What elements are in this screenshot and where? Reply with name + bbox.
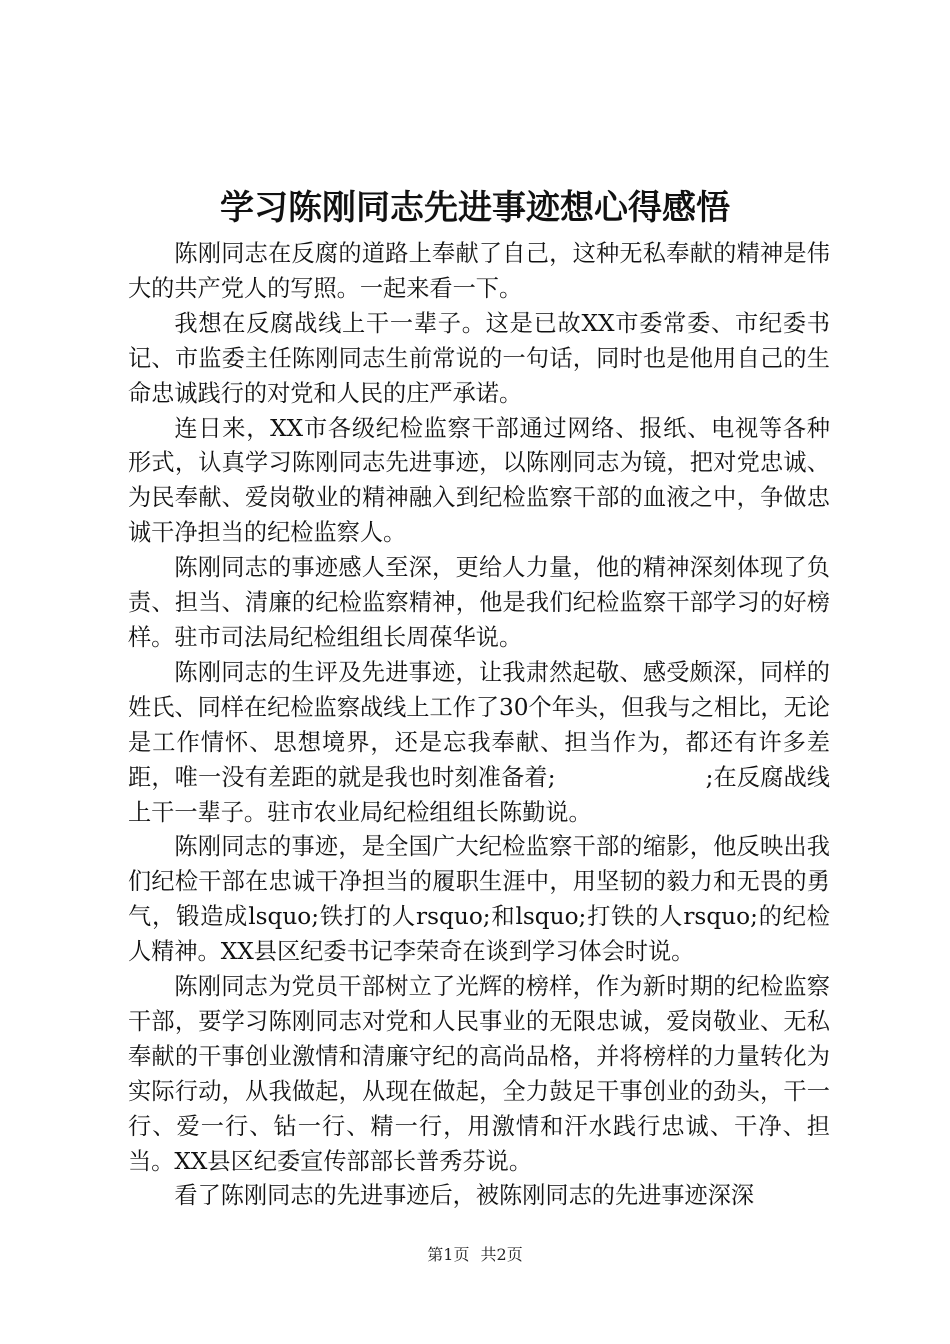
paragraph: 陈刚同志在反腐的道路上奉献了自己，这种无私奉献的精神是伟大的共产党人的写照。一起来看一下。: [128, 240, 830, 302]
paragraph: 陈刚同志为党员干部树立了光辉的榜样，作为新时期的纪检监察干部，要学习陈刚同志对党和人民事业的无限忠诚，爱岗敬业、无私奉献的干事创业激情和清廉守纪的高尚品格，并将榜样的力量转化为实际行动，从我做起，从现在做起，全力鼓足干事创业的劲头，干一行、爱一行、钻一行、精一行，用激情和汗水践行忠诚、干净、担当。XX县区纪委宣传部部长普秀芬说。: [128, 973, 830, 1175]
page-total: 共2页: [480, 1245, 523, 1264]
paragraph: 看了陈刚同志的先进事迹后，被陈刚同志的先进事迹深深: [174, 1182, 755, 1210]
document-title: 学习陈刚同志先进事迹想心得感悟: [220, 188, 730, 228]
page-number: 第1页: [427, 1245, 470, 1264]
document-body: [128, 237, 830, 1214]
paragraph: 陈刚同志的生评及先进事迹，让我肃然起敬、感受颇深，同样的姓氏、同样在纪检监察战线上工作了30个年头，但我与之相比，无论是工作情怀、思想境界，还是忘我奉献、担当作为，都还有许多差距，唯一没有差距的就是我也时刻准备着; ;在反腐战线上干一辈子。驻市农业局纪检组组长陈勤说。: [128, 658, 830, 826]
paragraph: 连日来，XX市各级纪检监察干部通过网络、报纸、电视等各种形式，认真学习陈刚同志先进事迹，以陈刚同志为镜，把对党忠诚、为民奉献、爱岗敬业的精神融入到纪检监察干部的血液之中，争做忠诚干净担当的纪检监察人。: [128, 414, 830, 547]
paragraph: 陈刚同志的事迹感人至深，更给人力量，他的精神深刻体现了负责、担当、清廉的纪检监察精神，他是我们纪检监察干部学习的好榜样。驻市司法局纪检组组长周葆华说。: [128, 554, 830, 651]
page-footer: [0, 1244, 950, 1266]
paragraph: 陈刚同志的事迹，是全国广大纪检监察干部的缩影，他反映出我们纪检干部在忠诚干净担当的履职生涯中，用坚韧的毅力和无畏的勇气，锻造成lsquo;铁打的人rsquo;和lsquo;打铁的人rsquo;的纪检人精神。XX县区纪委书记李荣奇在谈到学习体会时说。: [128, 833, 830, 966]
paragraph: 我想在反腐战线上干一辈子。这是已故XX市委常委、市纪委书记、市监委主任陈刚同志生前常说的一句话，同时也是他用自己的生命忠诚践行的对党和人民的庄严承诺。: [128, 309, 830, 407]
